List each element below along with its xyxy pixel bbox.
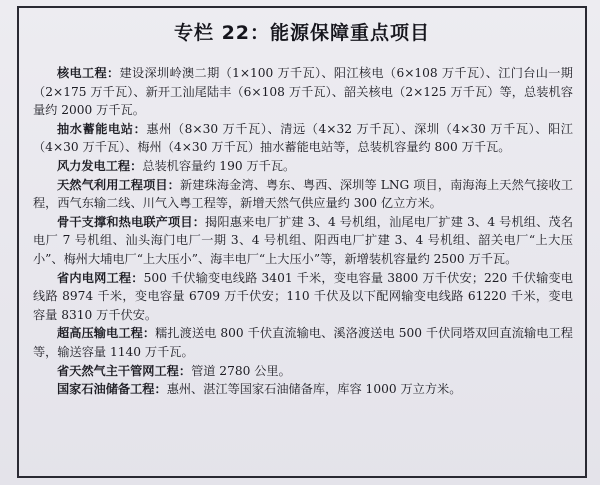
item-provincial-grid (33, 269, 573, 325)
item-label: 核电工程： (57, 66, 120, 80)
item-text: 揭阳惠来电厂扩建 3、4 号机组，汕尾电厂扩建 3、4 号机组、茂名电厂 7 号机组、汕头海门电厂一期 3、4 号机组、阳西电厂扩建 3、4 号机组、韶关电厂“上大压小”、梅州大埔电厂“上大压小”、海丰电厂“上大压小”等，新增装机容量约 2500 万千瓦。 (33, 214, 574, 266)
item-label: 省内电网工程： (57, 270, 144, 285)
item-gas-pipeline (33, 362, 573, 381)
item-label: 国家石油储备工程： (57, 382, 167, 397)
item-label: 骨干支撑和热电联产项目： (57, 214, 206, 229)
item-backbone-power (33, 213, 573, 269)
item-text: 管道 2780 公里。 (191, 363, 291, 378)
item-uhv-transmission (33, 324, 573, 361)
item-label: 抽水蓄能电站： (57, 121, 147, 136)
item-label: 风力发电工程： (57, 158, 143, 173)
column-box (17, 6, 587, 478)
item-label: 超高压输电工程： (57, 326, 156, 341)
item-wind (33, 157, 573, 176)
item-text: 惠州、湛江等国家石油储备库，库容 1000 万立方米。 (166, 382, 462, 397)
item-label: 省天然气主干管网工程： (57, 363, 192, 378)
item-pumped-storage (33, 120, 573, 157)
column-title: 专栏 22：能源保障重点项目 (173, 22, 431, 44)
column-content (33, 64, 573, 399)
item-text: 惠州（8×30 万千瓦）、清远（4×32 万千瓦）、深圳（4×30 万千瓦）、阳江（4×30 万千瓦）、梅州（4×30 万千瓦）抽水蓄能电站等，总装机容量约 800 万千瓦。 (33, 121, 573, 155)
item-text: 建设深圳岭澳二期（1×100 万千瓦）、阳江核电（6×108 万千瓦）、江门台山一期（2×175 万千瓦）、新开工汕尾陆丰（6×108 万千瓦）、韶关核电（2×125 万千瓦）等，总装机容量约 2000 万千瓦。 (33, 66, 573, 118)
item-nuclear (33, 64, 573, 120)
item-oil-reserve (33, 380, 573, 399)
item-label: 天然气利用工程项目： (57, 177, 180, 192)
item-text: 500 千伏输变电线路 3401 千米，变电容量 3800 万千伏安；220 千伏输变电线路 8974 千米，变电容量 6709 万千伏安；110 千伏及以下配网输变电线路 61220 千米，变电容量 8310 万千伏安。 (33, 270, 573, 322)
item-text: 总装机容量约 190 万千瓦。 (142, 158, 296, 173)
item-text: 新建珠海金湾、粤东、粤西、深圳等 LNG 项目，南海海上天然气接收工程，西气东输二线、川气入粤工程等，新增天然气供应量约 300 亿立方米。 (33, 177, 573, 211)
item-text: 糯扎渡送电 800 千伏直流输电、溪洛渡送电 500 千伏同塔双回直流输电工程等，输送容量 1140 万千瓦。 (33, 326, 573, 359)
item-natural-gas (33, 176, 573, 213)
